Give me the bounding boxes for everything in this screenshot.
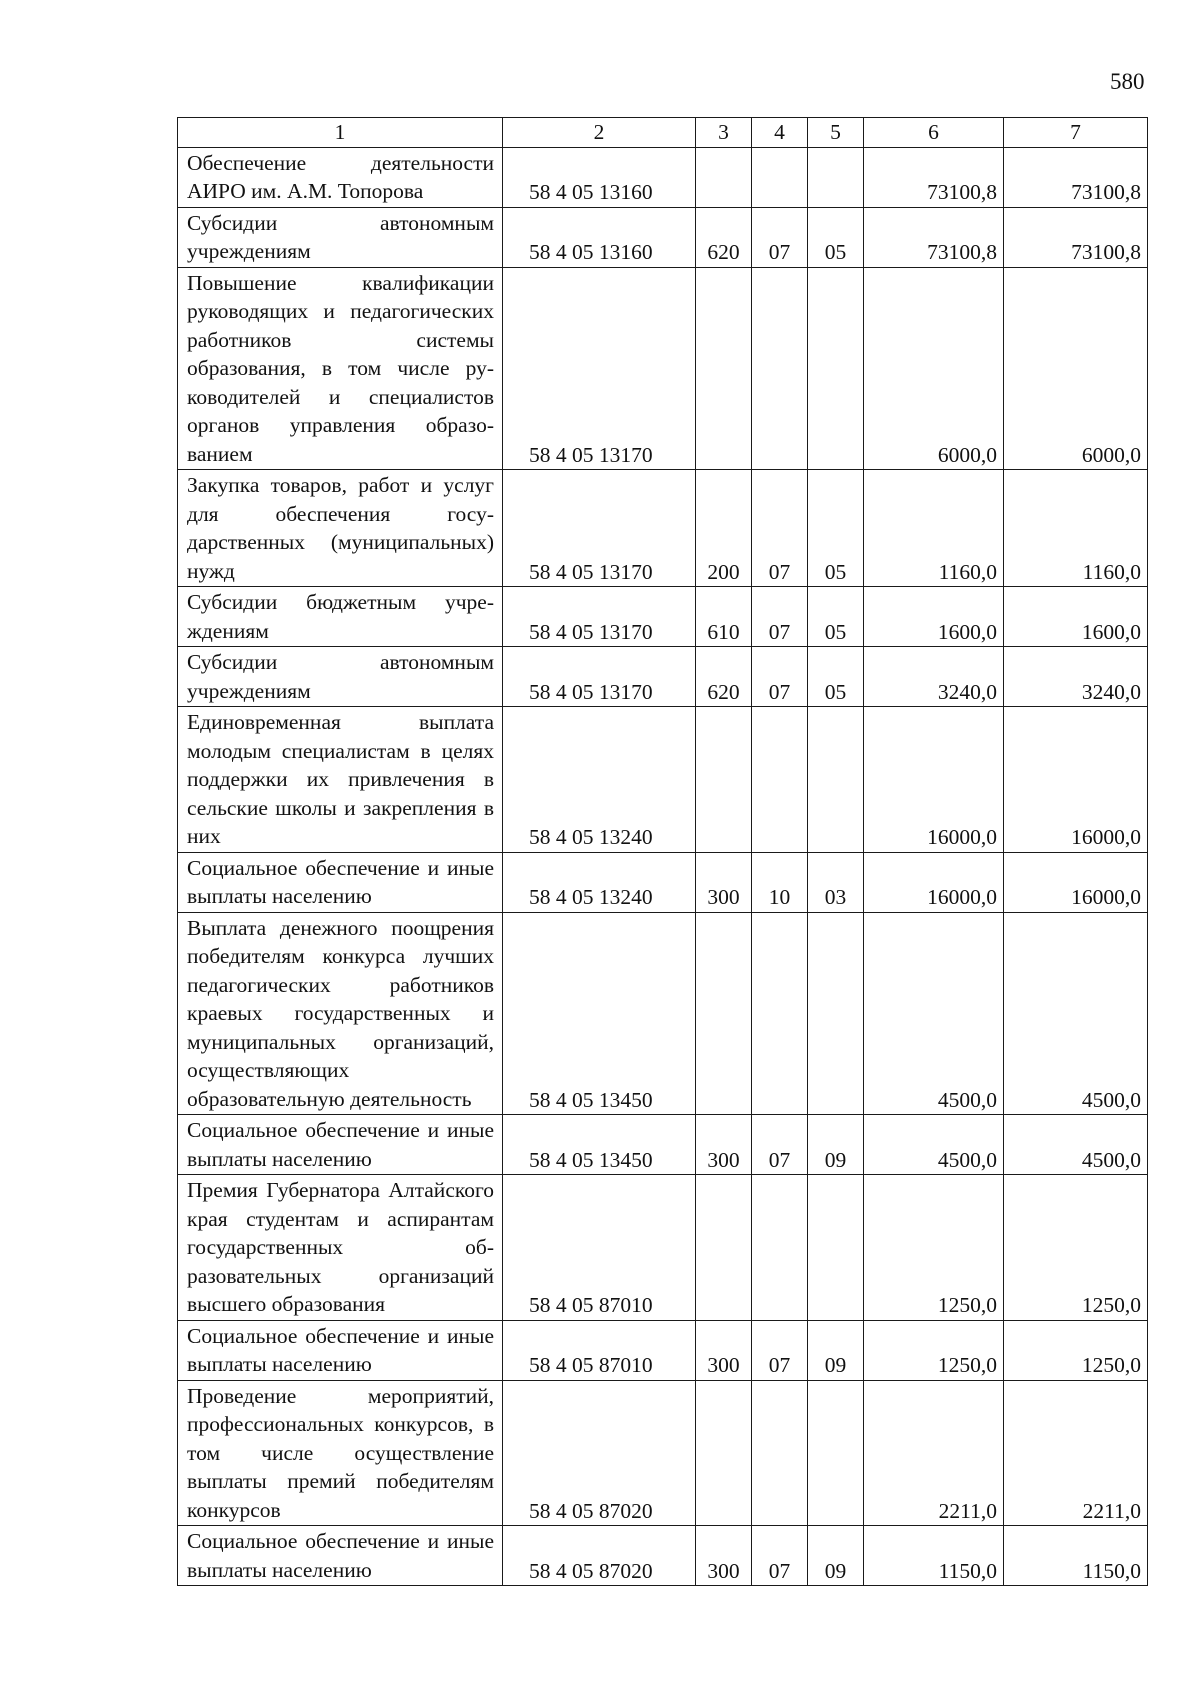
row-sum-col6: 4500,0: [864, 1115, 1004, 1175]
table-row: [178, 1175, 1148, 1321]
row-target-code: 58 4 05 13240: [503, 707, 696, 853]
header-col-4: 4: [752, 118, 808, 148]
table-row: [178, 1115, 1148, 1175]
row-name: Закупка товаров, работ и услуг для обеспечения государственных (муниципальных) нужд: [178, 470, 503, 587]
row-section: [752, 707, 808, 853]
row-sum-col7: 2211,0: [1004, 1380, 1148, 1526]
row-sum-col6: 16000,0: [864, 852, 1004, 912]
row-section: 07: [752, 647, 808, 707]
row-section: 07: [752, 1526, 808, 1586]
row-subsection: [808, 147, 864, 207]
row-sum-col7: 3240,0: [1004, 647, 1148, 707]
row-name: Социальное обеспечение и иные выплаты населению: [178, 1115, 503, 1175]
row-expense-type: 620: [696, 207, 752, 267]
row-name: Выплата денежного поощрения победителям конкурса лучших педагогических работников краевых государственных и муниципальных организаций, осуществляющих образовательную деятельность: [178, 912, 503, 1115]
row-sum-col6: 73100,8: [864, 147, 1004, 207]
table-row: [178, 852, 1148, 912]
row-subsection: 05: [808, 647, 864, 707]
row-sum-col6: 1250,0: [864, 1320, 1004, 1380]
row-section: [752, 267, 808, 470]
table-row: [178, 587, 1148, 647]
row-name: Социальное обеспечение и иные выплаты населению: [178, 1526, 503, 1586]
row-sum-col7: 6000,0: [1004, 267, 1148, 470]
row-sum-col6: 3240,0: [864, 647, 1004, 707]
row-sum-col7: 16000,0: [1004, 707, 1148, 853]
row-expense-type: [696, 912, 752, 1115]
row-target-code: 58 4 05 13450: [503, 1115, 696, 1175]
row-name: Субсидии бюджетным учреждениям: [178, 587, 503, 647]
row-target-code: 58 4 05 13160: [503, 207, 696, 267]
header-row: [178, 118, 1148, 148]
row-name: Проведение мероприятий, профессиональных конкурсов, в том числе осуществление выплаты премий победителям конкурсов: [178, 1380, 503, 1526]
row-target-code: 58 4 05 13240: [503, 852, 696, 912]
row-sum-col6: 4500,0: [864, 912, 1004, 1115]
row-name: Единовременная выплата молодым специалистам в целях поддержки их привлечения в сельские школы и закрепления в них: [178, 707, 503, 853]
row-subsection: 03: [808, 852, 864, 912]
row-target-code: 58 4 05 13450: [503, 912, 696, 1115]
row-sum-col7: 1600,0: [1004, 587, 1148, 647]
row-name: Социальное обеспечение и иные выплаты населению: [178, 1320, 503, 1380]
table-header: [178, 118, 1148, 148]
row-sum-col7: 4500,0: [1004, 1115, 1148, 1175]
row-section: 07: [752, 207, 808, 267]
row-section: [752, 147, 808, 207]
row-expense-type: [696, 1175, 752, 1321]
row-sum-col7: 16000,0: [1004, 852, 1148, 912]
row-sum-col7: 1250,0: [1004, 1175, 1148, 1321]
row-subsection: 05: [808, 587, 864, 647]
row-sum-col6: 6000,0: [864, 267, 1004, 470]
row-subsection: [808, 1380, 864, 1526]
row-subsection: 09: [808, 1526, 864, 1586]
row-section: 10: [752, 852, 808, 912]
row-name: Повышение квалификации руководящих и педагогических работников системы образования, в том числе руководителей и специалистов органов управления образованием: [178, 267, 503, 470]
page-number: 580: [1110, 69, 1145, 94]
row-sum-col6: 1150,0: [864, 1526, 1004, 1586]
row-name: Социальное обеспечение и иные выплаты населению: [178, 852, 503, 912]
table-row: [178, 470, 1148, 587]
header-col-3: 3: [696, 118, 752, 148]
row-subsection: [808, 912, 864, 1115]
row-sum-col7: 1150,0: [1004, 1526, 1148, 1586]
row-target-code: 58 4 05 13170: [503, 470, 696, 587]
row-section: [752, 912, 808, 1115]
row-subsection: 09: [808, 1320, 864, 1380]
header-col-1: 1: [178, 118, 503, 148]
row-name: Субсидии автономным учреждениям: [178, 647, 503, 707]
row-target-code: 58 4 05 87010: [503, 1320, 696, 1380]
row-expense-type: 610: [696, 587, 752, 647]
row-sum-col6: 1250,0: [864, 1175, 1004, 1321]
row-section: [752, 1380, 808, 1526]
row-expense-type: 620: [696, 647, 752, 707]
table-row: [178, 912, 1148, 1115]
row-section: 07: [752, 1115, 808, 1175]
table-row: [178, 147, 1148, 207]
row-subsection: [808, 1175, 864, 1321]
row-target-code: 58 4 05 13170: [503, 267, 696, 470]
row-subsection: 05: [808, 470, 864, 587]
row-expense-type: 300: [696, 1115, 752, 1175]
row-name: Премия Губернатора Алтайского края студентам и аспирантам государственных образовательных организаций высшего образования: [178, 1175, 503, 1321]
table-row: [178, 1320, 1148, 1380]
row-expense-type: [696, 707, 752, 853]
table-row: [178, 647, 1148, 707]
row-sum-col6: 73100,8: [864, 207, 1004, 267]
row-sum-col6: 16000,0: [864, 707, 1004, 853]
table-row: [178, 1526, 1148, 1586]
table-body: [178, 147, 1148, 1586]
row-sum-col7: 1250,0: [1004, 1320, 1148, 1380]
table-row: [178, 267, 1148, 470]
row-target-code: 58 4 05 13170: [503, 587, 696, 647]
row-sum-col7: 4500,0: [1004, 912, 1148, 1115]
header-col-5: 5: [808, 118, 864, 148]
row-target-code: 58 4 05 87010: [503, 1175, 696, 1321]
row-subsection: 09: [808, 1115, 864, 1175]
row-sum-col7: 73100,8: [1004, 147, 1148, 207]
row-expense-type: [696, 1380, 752, 1526]
row-section: 07: [752, 1320, 808, 1380]
row-section: 07: [752, 470, 808, 587]
row-expense-type: 300: [696, 1320, 752, 1380]
row-sum-col6: 2211,0: [864, 1380, 1004, 1526]
row-expense-type: 300: [696, 1526, 752, 1586]
header-col-6: 6: [864, 118, 1004, 148]
row-target-code: 58 4 05 87020: [503, 1526, 696, 1586]
row-sum-col7: 1160,0: [1004, 470, 1148, 587]
row-target-code: 58 4 05 87020: [503, 1380, 696, 1526]
table-row: [178, 707, 1148, 853]
row-expense-type: 300: [696, 852, 752, 912]
table-row: [178, 207, 1148, 267]
row-sum-col6: 1160,0: [864, 470, 1004, 587]
row-section: 07: [752, 587, 808, 647]
row-expense-type: [696, 267, 752, 470]
header-col-2: 2: [503, 118, 696, 148]
budget-table: [177, 117, 1148, 1586]
row-sum-col7: 73100,8: [1004, 207, 1148, 267]
row-target-code: 58 4 05 13170: [503, 647, 696, 707]
row-expense-type: [696, 147, 752, 207]
row-section: [752, 1175, 808, 1321]
table-row: [178, 1380, 1148, 1526]
row-subsection: 05: [808, 207, 864, 267]
row-sum-col6: 1600,0: [864, 587, 1004, 647]
row-name: Субсидии автономным учреждениям: [178, 207, 503, 267]
row-target-code: 58 4 05 13160: [503, 147, 696, 207]
header-col-7: 7: [1004, 118, 1148, 148]
row-subsection: [808, 707, 864, 853]
row-expense-type: 200: [696, 470, 752, 587]
row-name: Обеспечение деятельности АИРО им. А.М. Топорова: [178, 147, 503, 207]
row-subsection: [808, 267, 864, 470]
